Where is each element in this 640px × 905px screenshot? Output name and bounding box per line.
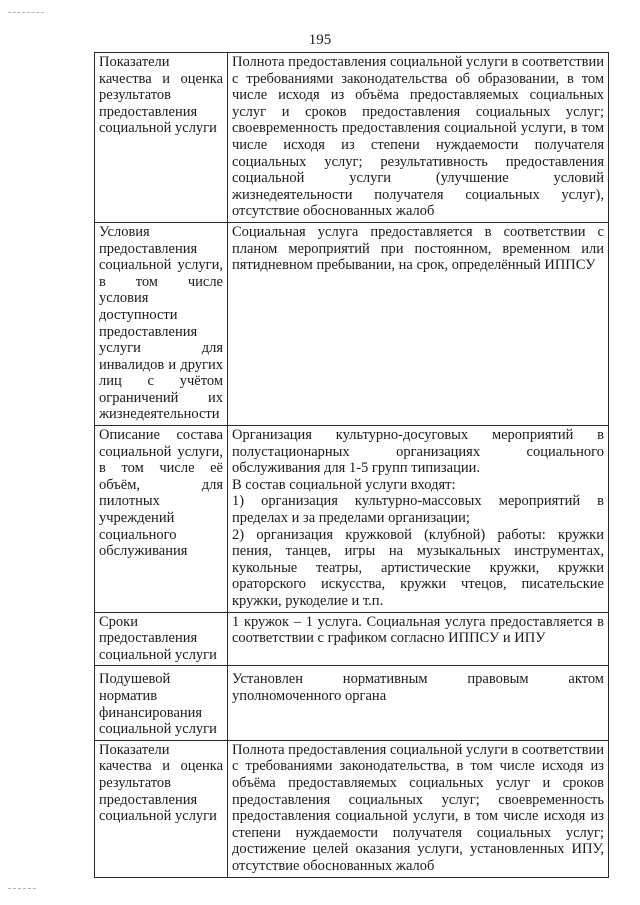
row-value-cell — [228, 612, 609, 666]
row-label-cell: Сроки предоставления социальной услуги — [95, 612, 228, 666]
value-paragraph: Организация культурно-досуговых мероприятий в полустационарных организациях социального обслуживания для 1-5 групп типизации. — [232, 427, 604, 477]
row-label-cell: Показатели качества и оценка результатов предоставления социальной услуги — [95, 740, 228, 877]
table-body — [95, 53, 609, 878]
table-row — [95, 426, 609, 613]
table-row — [95, 222, 609, 425]
value-paragraph: 1) организация культурно-массовых мероприятий в пределах и за пределами организации; — [232, 493, 604, 527]
row-value-cell — [228, 740, 609, 877]
row-value-cell — [228, 666, 609, 740]
table-row — [95, 53, 609, 223]
value-paragraph: Полнота предоставления социальной услуги в соответствии с требованиями законодательства, в том числе исходя из объёма предоставляемых социальных услуг и сроков предоставления социальных услуг; своевременность предоставления социальной услуги, в том числе исходя из степени нуждаемости получателя социальных услуг; достижение целей оказания услуги, установленных ИПУ, отсутствие обоснованных жалоб — [232, 741, 604, 874]
row-label-cell: Описание состава социальной услуги, в том числе её объём, для пилотных учреждений социального обслуживания — [95, 426, 228, 613]
scan-margin-mark — [8, 888, 36, 889]
service-description-table — [94, 52, 609, 878]
table-row — [95, 612, 609, 666]
row-label-cell: Условия предоставления социальной услуги, в том числе условия доступности предоставления услуги для инвалидов и других лиц с учётом ограничений их жизнедеятельности — [95, 222, 228, 425]
value-paragraph: В состав социальной услуги входят: — [232, 476, 456, 493]
table-row — [95, 740, 609, 877]
value-paragraph: Социальная услуга предоставляется в соответствии с планом мероприятий при постоянном, временном или пятидневном пребывании, на срок, определённый ИППСУ — [232, 223, 604, 274]
row-value-cell — [228, 53, 609, 223]
row-value-cell — [228, 222, 609, 425]
value-paragraph: 2) организация кружковой (клубной) работы: кружки пения, танцев, игры на музыкальных инструментах, кукольные театры, артистические кружки, кружки ораторского искусства, кружки чтецов, писательские кружки, рукоделие и т.п. — [232, 526, 604, 609]
row-label-cell: Подушевой норматив финансирования социальной услуги — [95, 666, 228, 740]
value-paragraph: 1 кружок – 1 услуга. Социальная услуга предоставляется в соответствии с графиком согласно ИППСУ и ИПУ — [232, 613, 604, 647]
value-paragraph: Полнота предоставления социальной услуги в соответствии с требованиями законодательства об образовании, в том числе исходя из объёма предоставляемых социальных услуг и сроков предоставления социальных услуг; своевременность предоставления социальной услуги, в том числе исходя из степени нуждаемости получателя социальных услуг; результативность предоставления социальной услуги (улучшение условий жизнедеятельности получателя социальных услуг), отсутствие обоснованных жалоб — [232, 54, 604, 220]
row-label-cell: Показатели качества и оценка результатов предоставления социальной услуги — [95, 53, 228, 223]
row-value-cell — [228, 426, 609, 613]
page-number: 195 — [308, 32, 332, 48]
scan-margin-mark — [8, 12, 44, 13]
value-paragraph: Установлен нормативным правовым актом уполномоченного органа — [232, 671, 604, 704]
table-row — [95, 666, 609, 740]
